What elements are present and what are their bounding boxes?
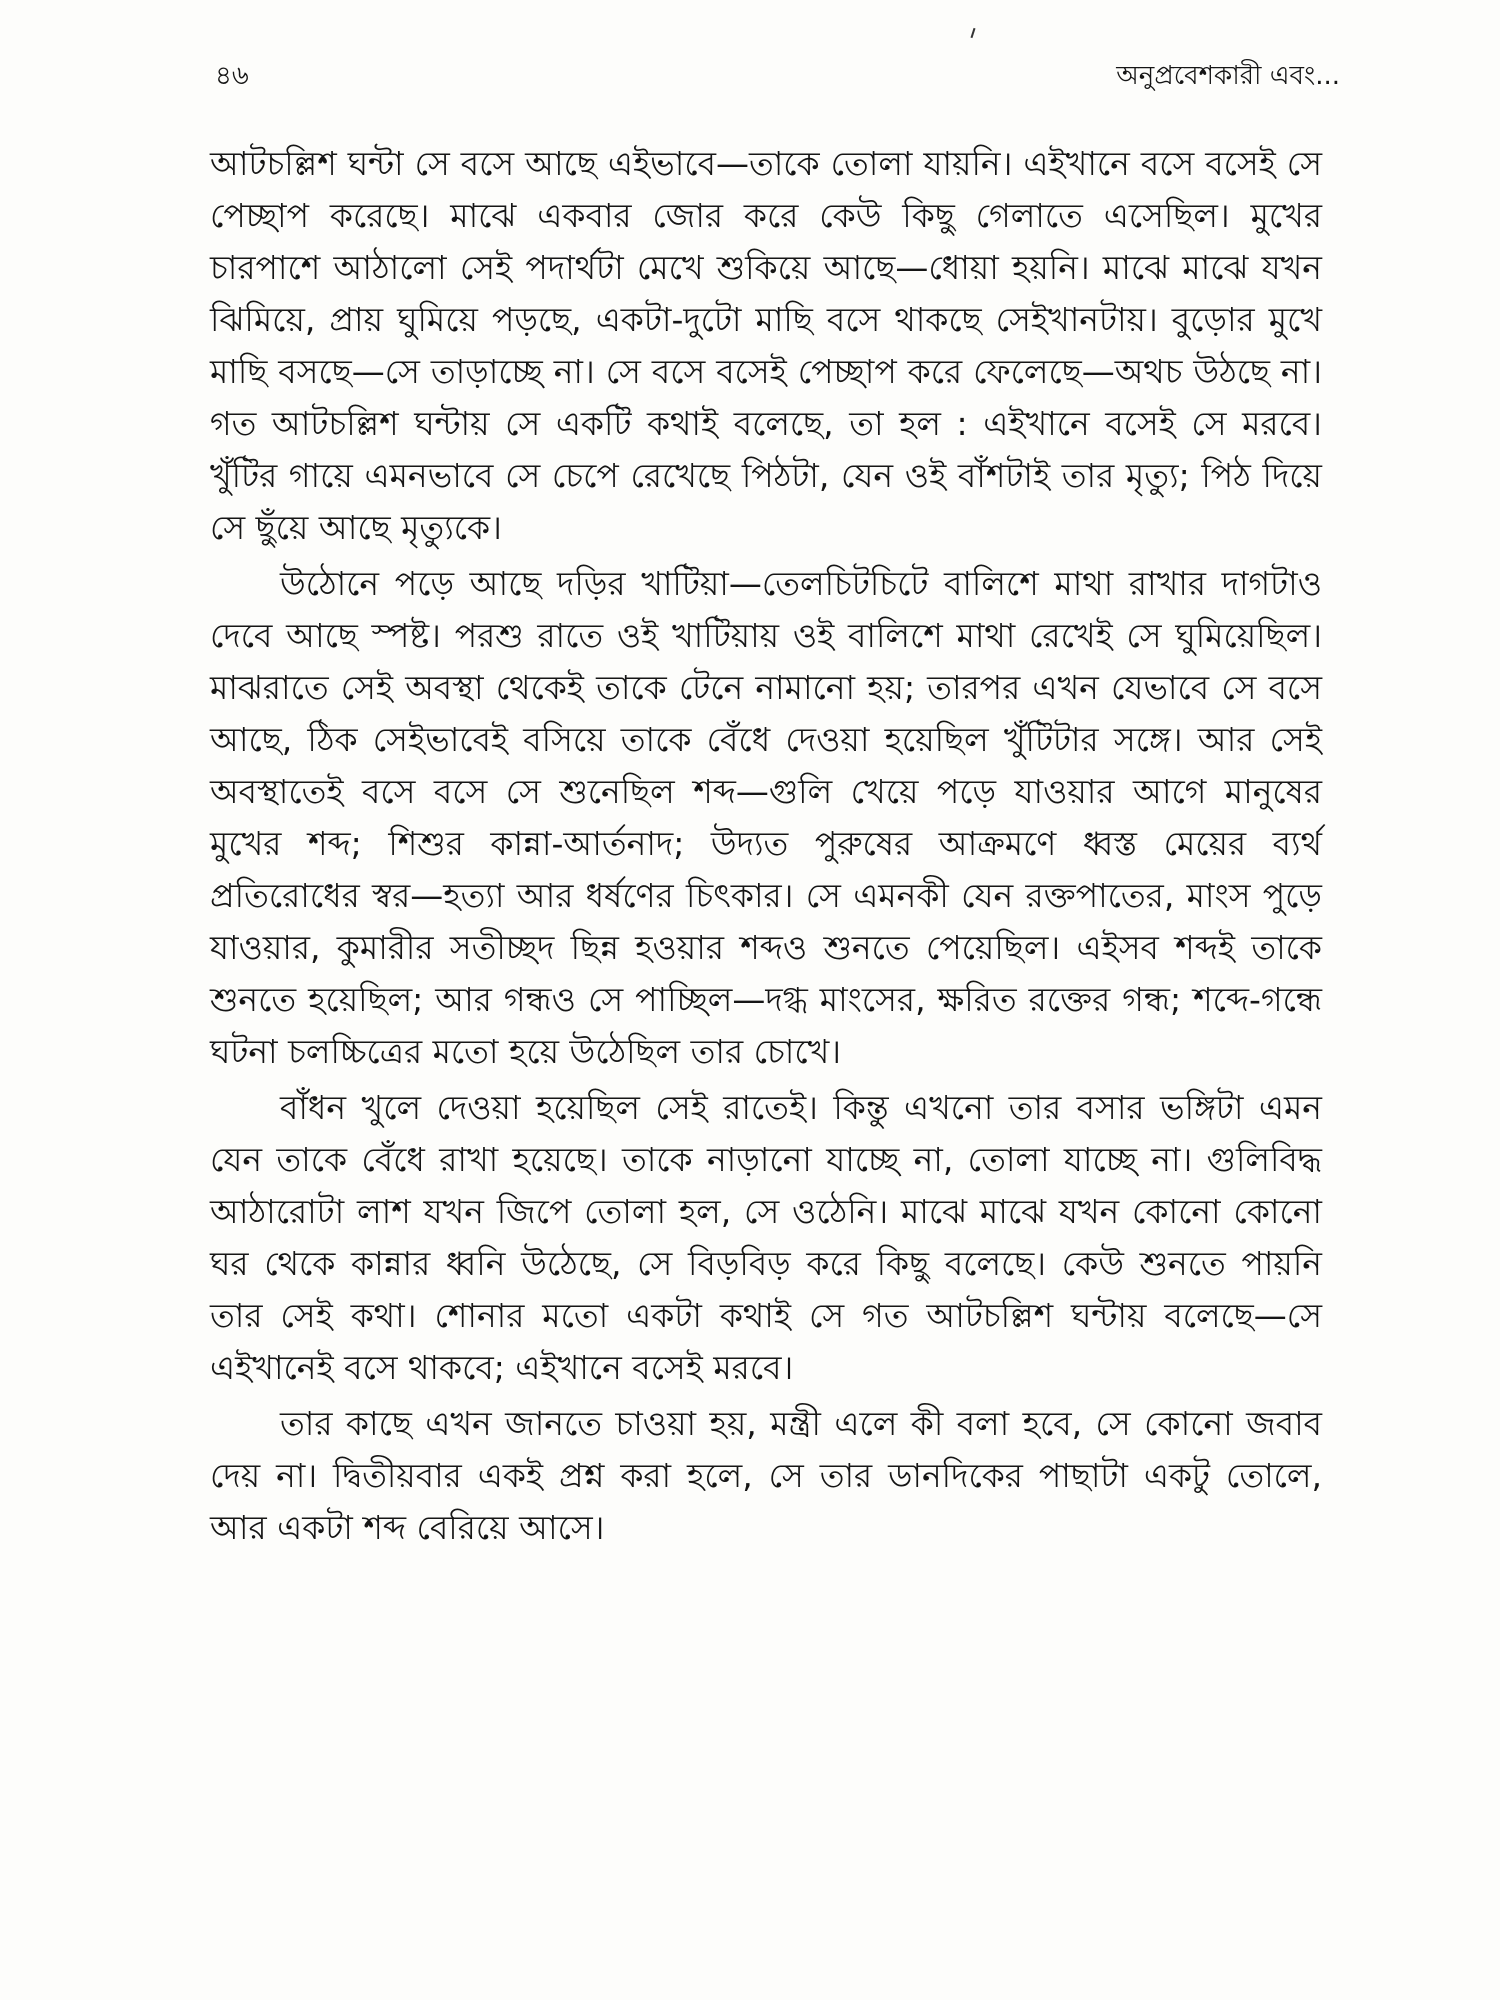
paragraph-2: উঠোনে পড়ে আছে দড়ির খাটিয়া—তেলচিটচিটে বালিশে মাথা রাখার দাগটাও দেবে আছে স্পষ্ট। পরশু রাতে ওই খাটিয়ায় ওই বালিশে মাথা রেখেই সে ঘুমিয়েছিল। মাঝরাতে সেই অবস্থা থেকেই তাকে টেনে নামানো হয়; তারপর এখন যেভাবে সে বসে আছে, ঠিক সেইভাবেই বসিয়ে তাকে বেঁধে দেওয়া হয়েছিল খুঁটিটার সঙ্গে। আর সেই অবস্থাতেই বসে বসে সে শুনেছিল শব্দ—গুলি খেয়ে পড়ে যাওয়ার আগে মানুষের মুখের শব্দ; শিশুর কান্না-আর্তনাদ; উদ্যত পুরুষের আক্রমণে ধ্বস্ত মেয়ের ব্যর্থ প্রতিরোধের স্বর—হত্যা আর ধর্ষণের চিৎকার। সে এমনকী যেন রক্তপাতের, মাংস পুড়ে যাওয়ার, কুমারীর সতীচ্ছদ ছিন্ন হওয়ার শব্দও শুনতে পেয়েছিল। এইসব শব্দই তাকে শুনতে হয়েছিল; আর গন্ধও সে পাচ্ছিল—দগ্ধ মাংসের, ক্ষরিত রক্তের গন্ধ; শব্দে-গন্ধে ঘটনা চলচ্চিত্রের মতো হয়ে উঠেছিল তার চোখে।: [210, 564, 1322, 1071]
page-number: ৪৬: [215, 61, 249, 91]
running-title: অনুপ্রবেশকারী এবং...: [1116, 61, 1340, 91]
stray-mark: [971, 28, 976, 38]
paragraph-4: তার কাছে এখন জানতে চাওয়া হয়, মন্ত্রী এলে কী বলা হবে, সে কোনো জবাব দেয় না। দ্বিতীয়বার একই প্রশ্ন করা হলে, সে তার ডানদিকের পাছাটা একটু তোলে, আর একটা শব্দ বেরিয়ে আসে।: [210, 1404, 1322, 1547]
paragraph-3: বাঁধন খুলে দেওয়া হয়েছিল সেই রাতেই। কিন্তু এখনো তার বসার ভঙ্গিটা এমন যেন তাকে বেঁধে রাখা হয়েছে। তাকে নাড়ানো যাচ্ছে না, তোলা যাচ্ছে না। গুলিবিদ্ধ আঠারোটা লাশ যখন জিপে তোলা হল, সে ওঠেনি। মাঝে মাঝে যখন কোনো কোনো ঘর থেকে কান্নার ধ্বনি উঠেছে, সে বিড়বিড় করে কিছু বলেছে। কেউ শুনতে পায়নি তার সেই কথা। শোনার মতো একটা কথাই সে গত আটচল্লিশ ঘন্টায় বলেছে—সে এইখানেই বসে থাকবে; এইখানে বসেই মরবে।: [210, 1088, 1322, 1387]
page-header: [215, 56, 1340, 96]
body-text: [210, 138, 1322, 1554]
paragraph-1: আটচল্লিশ ঘন্টা সে বসে আছে এইভাবে—তাকে তোলা যায়নি। এইখানে বসে বসেই সে পেচ্ছাপ করেছে। মাঝে একবার জোর করে কেউ কিছু গেলাতে এসেছিল। মুখের চারপাশে আঠালো সেই পদার্থটা মেখে শুকিয়ে আছে—ধোয়া হয়নি। মাঝে মাঝে যখন ঝিমিয়ে, প্রায় ঘুমিয়ে পড়ছে, একটা-দুটো মাছি বসে থাকছে সেইখানটায়। বুড়োর মুখে মাছি বসছে—সে তাড়াচ্ছে না। সে বসে বসেই পেচ্ছাপ করে ফেলেছে—অথচ উঠছে না। গত আটচল্লিশ ঘন্টায় সে একটি কথাই বলেছে, তা হল : এইখানে বসেই সে মরবে। খুঁটির গায়ে এমনভাবে সে চেপে রেখেছে পিঠটা, যেন ওই বাঁশটাই তার মৃত্যু; পিঠ দিয়ে সে ছুঁয়ে আছে মৃত্যুকে।: [210, 144, 1322, 547]
